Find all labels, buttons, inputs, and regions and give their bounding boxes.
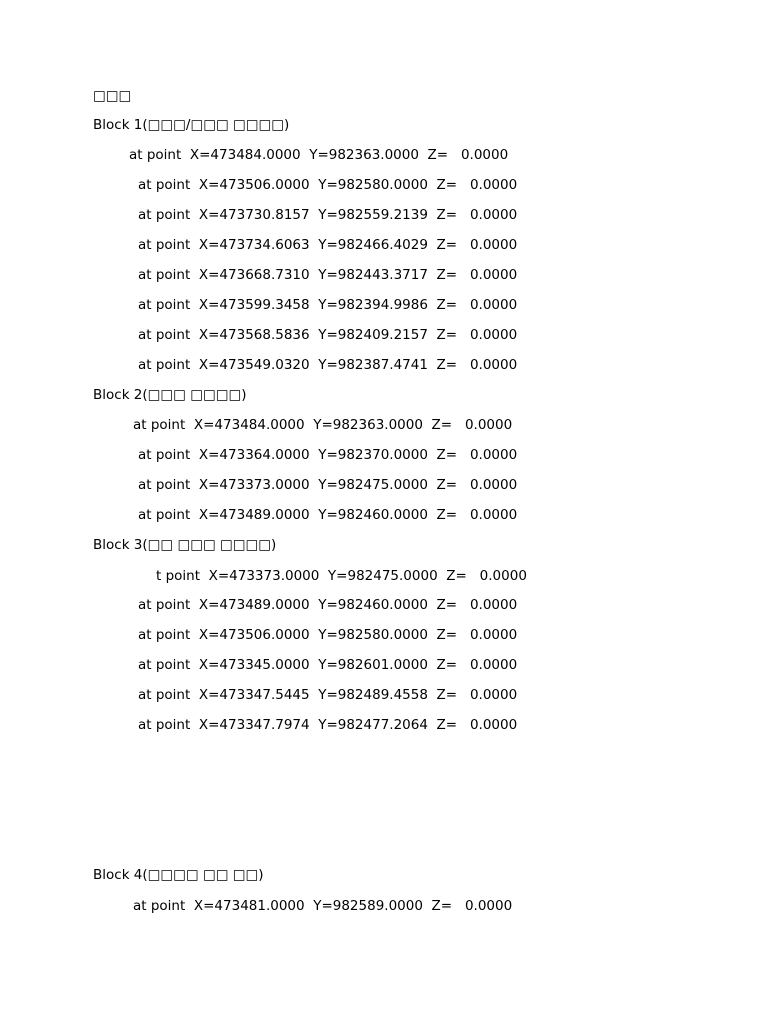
block-1-point-2: at point X=473506.0000 Y=982580.0000 Z= 0.0000 <box>138 177 518 193</box>
block-3-title: Block 3(□□ □□□ □□□□) <box>93 537 277 553</box>
block-1-point-1: at point X=473484.0000 Y=982363.0000 Z= 0.0000 <box>129 147 509 163</box>
block-3-point-4: at point X=473345.0000 Y=982601.0000 Z= 0.0000 <box>138 657 518 673</box>
block-1-point-6: at point X=473599.3458 Y=982394.9986 Z= 0.0000 <box>138 297 518 313</box>
block-3-point-5: at point X=473347.5445 Y=982489.4558 Z= 0.0000 <box>138 687 518 703</box>
block-2-point-2: at point X=473364.0000 Y=982370.0000 Z= 0.0000 <box>138 447 518 463</box>
block-1-point-8: at point X=473549.0320 Y=982387.4741 Z= 0.0000 <box>138 357 518 373</box>
block-2-title: Block 2(□□□ □□□□) <box>93 387 247 403</box>
block-2-point-4: at point X=473489.0000 Y=982460.0000 Z= 0.0000 <box>138 507 518 523</box>
block-1-point-5: at point X=473668.7310 Y=982443.3717 Z= 0.0000 <box>138 267 518 283</box>
block-2-point-1: at point X=473484.0000 Y=982363.0000 Z= 0.0000 <box>133 417 513 433</box>
block-4-title: Block 4(□□□□ □□ □□) <box>93 867 264 883</box>
block-3-point-1: t point X=473373.0000 Y=982475.0000 Z= 0.0000 <box>156 568 527 584</box>
block-3-point-6: at point X=473347.7974 Y=982477.2064 Z= 0.0000 <box>138 717 518 733</box>
block-1-point-3: at point X=473730.8157 Y=982559.2139 Z= 0.0000 <box>138 207 518 223</box>
document-heading: □□□ <box>93 88 132 104</box>
block-4-point-1: at point X=473481.0000 Y=982589.0000 Z= 0.0000 <box>133 898 513 914</box>
block-3-point-3: at point X=473506.0000 Y=982580.0000 Z= 0.0000 <box>138 627 518 643</box>
block-1-title: Block 1(□□□/□□□ □□□□) <box>93 117 290 133</box>
block-1-point-4: at point X=473734.6063 Y=982466.4029 Z= 0.0000 <box>138 237 518 253</box>
block-2-point-3: at point X=473373.0000 Y=982475.0000 Z= 0.0000 <box>138 477 518 493</box>
block-3-point-2: at point X=473489.0000 Y=982460.0000 Z= 0.0000 <box>138 597 518 613</box>
block-1-point-7: at point X=473568.5836 Y=982409.2157 Z= 0.0000 <box>138 327 518 343</box>
